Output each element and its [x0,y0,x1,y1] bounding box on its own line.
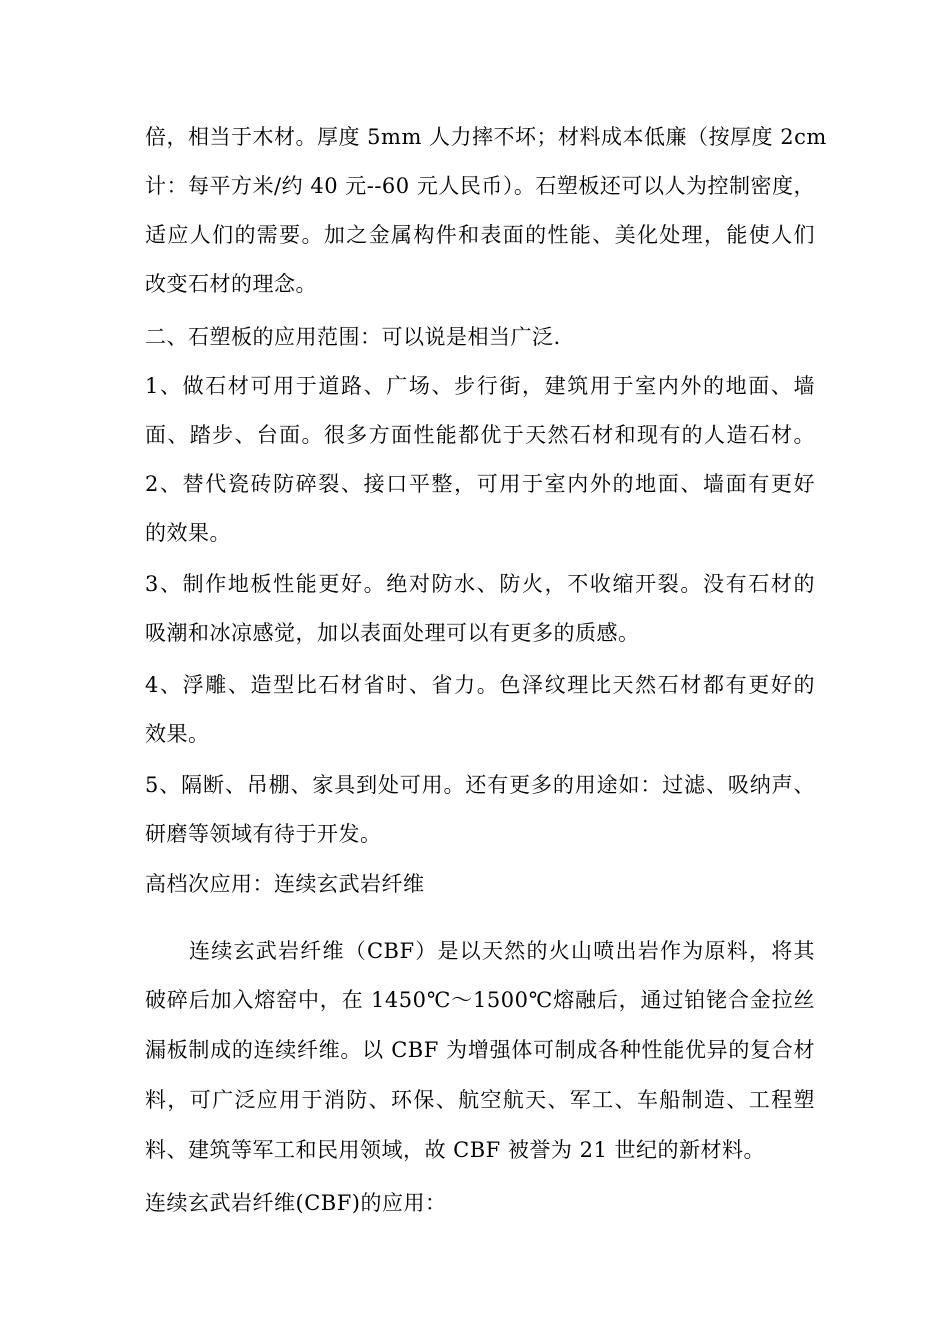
text-line: 倍，相当于木材。厚度 5mm 人力摔不坏；材料成本低廉（按厚度 2cm [145,125,827,149]
list-item-line: 的效果。 [145,521,231,545]
text-line: 改变石材的理念。 [145,272,317,296]
list-item-line: 4、浮雕、造型比石材省时、省力。色泽纹理比天然石材都有更好的 [145,673,815,697]
section-heading: 二、石塑板的应用范围：可以说是相当广泛. [145,325,561,349]
list-item-line: 5、隔断、吊棚、家具到处可用。还有更多的用途如：过滤、吸纳声、 [145,773,815,797]
paragraph-line: 漏板制成的连续纤维。以 CBF 为增强体可制成各种性能优异的复合材 [145,1038,815,1062]
paragraph-line: 料、建筑等军工和民用领域，故 CBF 被誉为 21 世纪的新材料。 [145,1138,765,1162]
paragraph-line: 连续玄武岩纤维（CBF）是以天然的火山喷出岩作为原料，将其 [189,939,815,963]
paragraph-line: 破碎后加入熔窑中，在 1450℃～1500℃熔融后，通过铂铑合金拉丝 [145,988,815,1012]
list-item-line: 研磨等领域有待于开发。 [145,822,382,846]
list-item-line: 3、制作地板性能更好。绝对防水、防火，不收缩开裂。没有石材的 [145,572,815,596]
list-item-line: 面、踏步、台面。很多方面性能都优于天然石材和现有的人造石材。 [145,423,815,447]
list-item-line: 吸潮和冰凉感觉，加以表面处理可以有更多的质感。 [145,621,640,645]
text-line: 适应人们的需要。加之金属构件和表面的性能、美化处理，能使人们 [145,223,815,247]
text-line: 计：每平方米/约 40 元--60 元人民币）。石塑板还可以人为控制密度， [145,174,815,198]
section-heading: 连续玄武岩纤维(CBF)的应用： [145,1191,447,1215]
list-item-line: 2、替代瓷砖防碎裂、接口平整，可用于室内外的地面、墙面有更好 [145,472,815,496]
section-heading: 高档次应用：连续玄武岩纤维 [145,872,425,896]
paragraph-line: 料，可广泛应用于消防、环保、航空航天、军工、车船制造、工程塑 [145,1088,815,1112]
list-item-line: 1、做石材可用于道路、广场、步行街，建筑用于室内外的地面、墙 [145,374,815,398]
list-item-line: 效果。 [145,722,210,746]
